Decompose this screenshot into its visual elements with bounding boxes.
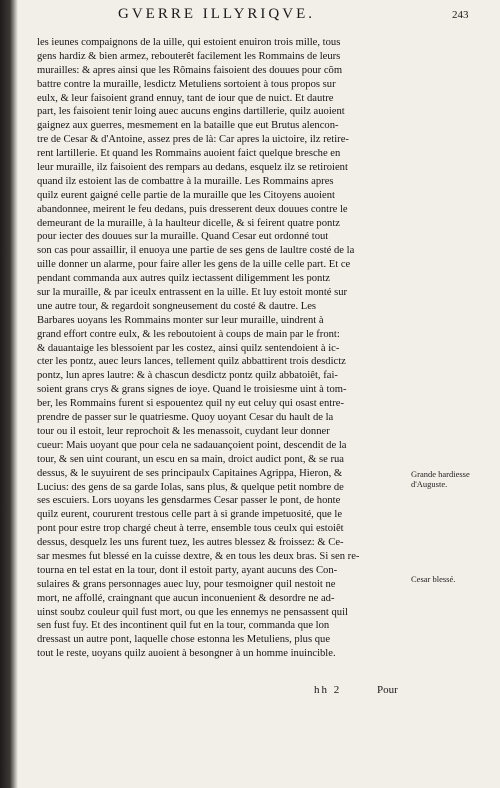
page-footer: [0, 684, 500, 700]
text-line: cueur: Mais uoyant que pour cela ne sadauançoient point, descendit de la: [37, 439, 347, 451]
text-line: quand ilz estoient las de combattre à la muraille. Les Rommains apres: [37, 175, 334, 187]
page-header: [0, 6, 500, 26]
text-line: tourna en tel estat en la tour, dont il estoit party, ayant aucuns des Con-: [37, 564, 338, 576]
catchword: Pour: [377, 684, 398, 696]
text-line: rent lartillerie. Et quand les Rommains auoient faict quelque bresche en: [37, 148, 341, 160]
text-line: quilz eurent, coururent trestous celle part à si grande impetuosité, que le: [37, 509, 343, 521]
page-number: 243: [452, 9, 469, 21]
text-line: tour, & sen uint courant, un escu en sa main, droict audict pont, & se rua: [37, 453, 345, 465]
running-title: GVERRE ILLYRIQVE.: [118, 6, 315, 22]
text-line: pontz, lun apres lautre: & à chascun desdictz pontz quilz abbatoiêt, fai-: [37, 370, 338, 382]
text-line: pendant commanda aux autres quilz iectassent diligemment les pontz: [37, 273, 331, 285]
text-line: part, les faisoient tenir loing auec aucuns engins dartillerie, quilz auoient: [37, 106, 345, 118]
text-line: prendre de passer sur le quatriesme. Quoy uoyant Cesar du hault de la: [37, 412, 334, 424]
text-line: tout le reste, uoyans quilz auoient à besongner à un homme inuincible.: [37, 648, 336, 660]
text-line: Lucius: des gens de sa garde Iolas, sans plus, & quelque petit nombre de: [37, 481, 344, 493]
binding-shadow: [0, 0, 18, 788]
text-line: dessus, & le suyuirent de ses principaulx Capitaines Agrippa, Hieron, &: [37, 467, 343, 479]
text-line: soient grans crys & grans signes de ioye. Quand le troisiesme uint à tom-: [37, 384, 347, 396]
text-line: grand effort contre eulx, & les reboutoient à coups de main par le front:: [37, 328, 340, 340]
text-line: uinst soubz couleur quil fust mort, ou que les ennemys ne pensassent quil: [37, 606, 348, 618]
body-text: [37, 36, 409, 661]
text-line: & dauantaige les blessoient par les costez, ainsi quilz sentendoient à ic-: [37, 342, 340, 354]
text-line: sen fust fuy. Et des incontinent quil fut en la tour, commanda que lon: [37, 620, 330, 632]
text-line: demeurant de la muraille, à la haulteur dicelle, & si feirent quatre pontz: [37, 217, 340, 229]
text-line: pour iecter des douues sur la muraille. Quand Cesar eut ordonné tout: [37, 231, 329, 243]
text-line: battre contre la muraille, lesdictz Metuliens sortoient à tous propos sur: [37, 78, 336, 90]
text-line: son cas pour assaillir, il enuoya une partie de ses gens de laultre costé de la: [37, 245, 355, 257]
text-line: quilz eurent gaigné celle partie de la muraille que les Citoyens auoient: [37, 189, 335, 201]
text-line: gaignez aux guerres, mesmement en la bataille que eut Brutus alencon-: [37, 120, 339, 132]
margin-note: Grande hardiesse d'Auguste.: [411, 469, 470, 489]
text-line: uille donner un alarme, pour faire aller les gens de la uille celle part. Et ce: [37, 259, 351, 271]
text-line: cter les pontz, auec leurs lances, tellement quilz abbattirent trois desdictz: [37, 356, 346, 368]
text-line: les ieunes compaignons de la uille, qui estoient enuiron trois mille, tous: [37, 37, 341, 48]
text-line: abandonnee, meirent le feu dedans, puis dresserent deux douues contre le: [37, 203, 348, 215]
text-line: mort, ne affollé, craingnant que aucun inconuenient & desordre ne ad-: [37, 592, 335, 604]
text-line: dessus, desquelz les uns furent tuez, les autres blessez & froissez: & Ce-: [37, 537, 344, 549]
margin-note: Cesar blessé.: [411, 574, 456, 584]
text-line: sur la muraille, & par iceulx entrassent en la uille. Et luy estoit monté sur: [37, 287, 348, 299]
text-line: leur muraille, ilz faisoient des rempars au dedans, esquelz ilz se retiroient: [37, 162, 348, 174]
text-line: tour ou il estoit, leur reprochoit & les menassoit, cuydant leur donner: [37, 425, 330, 437]
text-line: Barbares uoyans les Rommains monter sur leur muraille, uindrent à: [37, 314, 324, 326]
text-line: sulaires & grans personnages auec luy, pour tesmoigner quil nestoit ne: [37, 578, 336, 590]
text-line: tre de Cesar & d'Antoine, assez pres de là: Car apres la uictoire, ilz retire-: [37, 134, 349, 146]
text-line: ber, les Rommains furent si espouentez quil ny eut celuy qui osast entre-: [37, 398, 345, 410]
text-line: eulx, & leur faisoient grand ennuy, tant de iour que de nuict. Et dautre: [37, 92, 334, 104]
signature-mark: hh 2: [314, 684, 342, 696]
text-line: sar mesmes fut blessé en la cuisse dextre, & en tous les deux bras. Si sen re-: [37, 550, 360, 562]
text-line: gens hardiz & bien armez, rebouterêt facilement les Rommains de leurs: [37, 50, 341, 62]
text-line: ses escuiers. Lors uoyans les gensdarmes Cesar passer le pont, de honte: [37, 495, 341, 507]
text-line: dressast un autre pont, laquelle chose estonna les Metuliens, plus que: [37, 634, 331, 646]
text-line: une autre tour, & regardoit songneusement du costé & dautre. Les: [37, 300, 317, 312]
text-line: murailles: & apres ainsi que les Rõmains faisoient des douues pour cõm: [37, 64, 343, 76]
text-line: pont pour estre trop chargé cheut à terre, ensemble tous ceulx qui estoiêt: [37, 523, 344, 535]
